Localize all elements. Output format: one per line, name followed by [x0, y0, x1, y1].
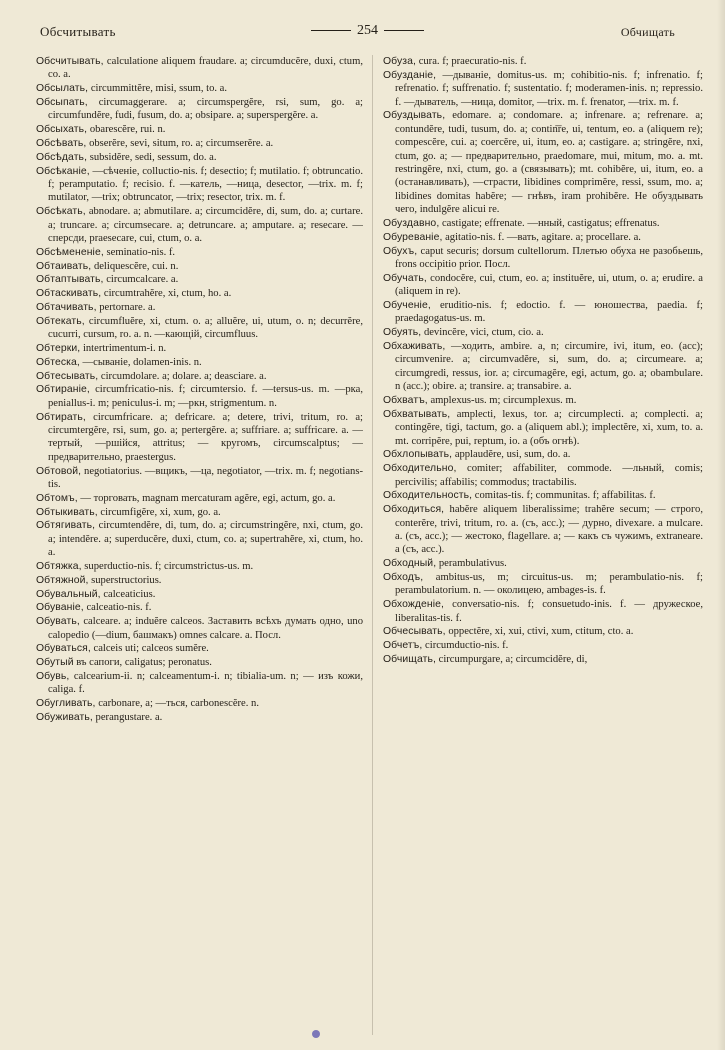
entry-headword: Обученіе, [383, 300, 431, 312]
dictionary-entry [36, 506, 363, 519]
entry-definition: circumfigĕre, xi, xum, go. a. [100, 506, 221, 518]
dictionary-entry [36, 356, 363, 369]
entry-definition: amplexus-us. m; circumplexus. m. [430, 395, 577, 407]
entry-definition: caput securis; dorsum cultellorum. Плетью обуха не разобьешь, frons occipitio prior. Посл. [395, 245, 703, 271]
page-edge-shadow [717, 0, 725, 1050]
entry-definition: conversatio-nis. f; consuetudo-inis. f. — дружеское, liberalitas-tis. f. [395, 599, 703, 624]
dictionary-entry [383, 639, 703, 652]
dictionary-entry [36, 370, 363, 383]
entry-definition: circumfricatio-nis. f; circumtersio. f. —tersus-us. m. —рка, peniallus-i. m; peniculus-i. m; —ркн, strigmentum. n. [48, 384, 363, 409]
entry-definition: carbonare, a; —ться, carbonescĕre. n. [98, 698, 259, 710]
entry-definition: castigate; effrenate. —нный, castigatus; effrenatus. [441, 218, 660, 230]
entry-definition: applaudĕre, usi, sum, do. a. [454, 449, 571, 461]
entry-headword: Обуздывать, [383, 110, 446, 122]
entry-definition: negotiatorius. —вщикъ, —ца, negotiator, —trix. m. f; negotians-tis. [48, 465, 363, 491]
entry-headword: Обузданіе, [383, 69, 437, 81]
entry-definition: perangustare. a. [95, 712, 163, 723]
entry-headword: Обуздавно, [383, 218, 440, 230]
entry-headword: Обуживать, [36, 712, 93, 723]
dictionary-entry [36, 301, 363, 314]
entry-headword: Обсѣмененіе, [36, 246, 104, 258]
dictionary-entry [36, 411, 363, 465]
header-left-word: Обсчитывать [40, 24, 116, 39]
entry-headword: Обтекать, [36, 315, 85, 327]
entry-definition: superstructorius. [91, 574, 162, 586]
entry-headword: Обсыпать, [36, 97, 88, 108]
entry-headword: Обуять, [383, 327, 422, 339]
dictionary-entry [36, 96, 363, 123]
entry-headword: Обчетъ, [383, 640, 423, 652]
entry-definition: circumcalcare. a. [106, 274, 179, 286]
dictionary-entry [36, 287, 363, 300]
entry-definition: subsidĕre, sedi, sessum, do. a. [89, 151, 217, 163]
entry-headword: Обуза, [383, 56, 417, 67]
left-column [36, 55, 363, 1045]
dictionary-entry [36, 656, 363, 669]
entry-definition: circumfricare. a; defricare. a; detere, trivi, tritum, ro. a; circumtergĕre, rsi, sum, go. a; pertergĕre. a; suffriare. a; suffricare. a. —тертый, —ршійся, attritus; — кругомъ, circumscalptus; — предварительно, praestergus. [48, 411, 363, 463]
entry-definition: —ходить, ambire. a, n; circumire, ivi, itum, eo. (acc); circumvenire. a; circumvadĕre, si, sum, do. a; circumeare. a; circumgredi, ressus, ior. a; circumagĕre, egi, actum, go. a; obambulare. n (acc.); obire. a; transire. a; transabire. a. [395, 341, 703, 393]
dictionary-entry [383, 571, 703, 598]
entry-definition: calceare. a; induĕre calceos. Заставить всѣхъ думать одно, uno calopedio (—dium, башмакъ) omnes calcare. a. Посл. [48, 616, 363, 641]
dictionary-entry [383, 408, 703, 448]
dictionary-entry [36, 670, 363, 697]
entry-headword: Обувать, [36, 616, 80, 628]
entry-definition: deliquescĕre, cui. n. [93, 260, 179, 272]
dictionary-entry [36, 82, 363, 95]
entry-headword: Обхлопывать, [383, 449, 453, 461]
entry-definition: obarescĕre, rui. n. [89, 124, 166, 136]
entry-headword: Обухъ, [383, 245, 418, 257]
entry-definition: circumductio-nis. f. [425, 640, 509, 652]
entry-definition: circumtrahĕre, xi, ctum, ho. a. [103, 288, 232, 300]
entry-headword: Обхожденіе, [383, 599, 445, 611]
entry-headword: Обтовой, [36, 465, 82, 477]
entry-headword: Обтираніе, [36, 384, 90, 396]
dictionary-entry [36, 588, 363, 601]
dictionary-entry [383, 109, 703, 216]
entry-headword: Обуваться, [36, 643, 91, 655]
entry-headword: Обтыкивать, [36, 506, 98, 518]
entry-headword: Обходительность, [383, 490, 473, 502]
entry-definition: intertrimentum-i. n. [82, 343, 167, 354]
entry-definition: circumaggerare. a; circumspergĕre, rsi, sum, go. a; circumfundĕre, fudi, fusum, do. a; obsipare. a; superspergĕre. a. [48, 97, 363, 122]
dictionary-entry [383, 653, 703, 666]
dictionary-entry [383, 625, 703, 638]
dictionary-entry [36, 260, 363, 273]
entry-definition: habĕre aliquem liberalissime; trahĕre secum; — строго, conterĕre, trivi, tritum, ro. a. (съ, асс.); — дурно, divexare. a mulcare. a. (съ, асс.); — жестоко, flagellare. a; — какъ съ чужимъ, extraneare. a (съ, асс.). [395, 504, 703, 556]
entry-definition: calculatione aliquem fraudare. a; circumducĕre, duxi, ctum, co. a. [48, 56, 363, 81]
entry-definition: pertornare. a. [99, 302, 156, 313]
entry-headword: Обтаскивать, [36, 288, 102, 300]
entry-definition: eruditio-nis. f; edoctio. f. — юношества, paedia. f; praedagogatus-us. m. [395, 300, 703, 325]
entry-definition: calceis uti; calceos sumĕre. [93, 643, 209, 655]
dictionary-entry [36, 711, 363, 724]
entry-definition: circumpurgare, a; circumcidĕre, di, [438, 654, 588, 666]
entry-headword: Обчищать, [383, 654, 436, 666]
dictionary-entry [383, 489, 703, 502]
entry-headword: Обутый [36, 657, 74, 669]
entry-headword: Обтяжка, [36, 561, 82, 573]
dictionary-entry [36, 55, 363, 82]
dictionary-entry [36, 560, 363, 573]
dictionary-entry [36, 246, 363, 259]
dictionary-entry [36, 574, 363, 587]
entry-definition: circumdolare. a; dolare. a; deasciare. a. [100, 370, 267, 382]
entry-headword: Обходительно, [383, 463, 457, 475]
dictionary-entry [383, 462, 703, 489]
entry-definition: —сѣченіе, colluctio-nis. f; desectio; f; mutilatio. f; obtruncatio. f; peramputatio. f; recisio. f. —катель, —ница, desector, —trix. m. f; mutilator, —trix; obtruncator, —trix; resector, trix. m. f. [48, 165, 363, 204]
entry-definition: edomare. a; condomare. a; infrenare. a; refrenare. a; contundĕre, tudi, tusum, do. a; contin͞re, ui, tentum, eo. a (aliquem re); compescĕre, cui. a; coercĕre, ui, itum, eo. a; castigare. a; stringĕre, nxi, ctum, go. a; — предварительно, praedomare, mui, mitum, mo. a. mt. restringĕre, nxi, ctum, go. a (связывать); mt. cohibĕre, ui, itum, eo. a (останавливать), —страсти, libidines comprimĕre, ressi, ssum, mo. a; libidines domitas habĕre; — гнѣвъ, iram prohibĕre. Не обуздывать чего, indulgĕre alicui re. [395, 110, 703, 216]
ink-dot [312, 1030, 320, 1038]
entry-headword: Обугливать, [36, 698, 96, 710]
entry-definition: calceaticius. [103, 588, 156, 600]
dictionary-entry [383, 598, 703, 625]
entry-headword: Обтяжной, [36, 574, 89, 586]
dictionary-entry [383, 448, 703, 461]
entry-definition: superductio-nis. f; circumstrictus-us. m. [84, 561, 254, 573]
dictionary-entry [383, 503, 703, 557]
column-divider [372, 55, 373, 1035]
dictionary-entry [383, 394, 703, 407]
dictionary-entry [36, 273, 363, 286]
dictionary-entry [36, 465, 363, 492]
entry-headword: Обсѣкать, [36, 206, 86, 218]
entry-definition: agitatio-nis. f. —вать, agitare. a; procellare. a. [445, 231, 641, 243]
dictionary-entry [36, 492, 363, 505]
entry-headword: Обходъ, [383, 572, 424, 584]
dictionary-entry [36, 151, 363, 164]
dictionary-entry [36, 642, 363, 655]
entry-definition: — торговать, magnam mercaturam agĕre, egi, actum, go. a. [80, 492, 336, 504]
entry-definition: oppectĕre, xi, xui, ctivi, xum, ctitum, cto. a. [448, 626, 634, 638]
entry-headword: Обсѣканіе, [36, 165, 90, 177]
entry-headword: Обувь, [36, 671, 70, 682]
entry-definition: ambitus-us, m; circuitus-us. m; perambulatio-nis. f; perambulatorium. n. — околицею, ambages-is. f. [395, 572, 703, 597]
running-header [40, 24, 695, 44]
entry-definition: seminatio-nis. f. [106, 246, 176, 258]
entry-definition: devincĕre, vici, ctum, cio. a. [423, 327, 544, 339]
right-column [383, 55, 703, 1045]
dictionary-entry [36, 601, 363, 614]
entry-definition: comiter; affabiliter, commode. —льный, comis; percivilis; affabilis; commodus; tractabilis. [395, 463, 703, 488]
dictionary-entry [383, 299, 703, 326]
dictionary-entry [36, 205, 363, 245]
entry-headword: Обуваніе, [36, 602, 84, 614]
entry-headword: Обтеска, [36, 356, 80, 368]
dictionary-entry [36, 137, 363, 150]
entry-headword: Обходный, [383, 558, 437, 570]
entry-definition: въ сапоги, caligatus; peronatus. [76, 657, 212, 669]
dictionary-entry [36, 383, 363, 410]
entry-definition: —сыванie, dolamen-inis. n. [82, 356, 202, 368]
dictionary-entry [36, 697, 363, 710]
dictionary-entry [36, 165, 363, 205]
entry-headword: Обхаживать, [383, 341, 446, 353]
dictionary-entry [383, 245, 703, 272]
entry-headword: Обчесывать, [383, 626, 446, 638]
entry-headword: Обуреваніе, [383, 231, 443, 243]
entry-definition: abnodare. a; abmutilare. a; circumcidĕre, di, sum, do. a; curtare. a; truncare. a; circumsecare. a; detruncare. a; amputare. a; resecare. — сперсди, praesecare, cui, ctum, o. a. [48, 206, 363, 245]
entry-headword: Обучать, [383, 272, 427, 284]
entry-definition: condocĕre, cui, ctum, eo. a; instituĕre, ui, utum, o. a; erudire. a (aliquem in re). [395, 272, 703, 298]
dictionary-entry [36, 519, 363, 559]
entry-headword: Обхватъ, [383, 395, 428, 407]
dictionary-entry [36, 342, 363, 355]
dictionary-entry [383, 55, 703, 68]
entry-definition: perambulativus. [438, 558, 507, 570]
dictionary-entry [383, 340, 703, 394]
page-number: 254 [40, 23, 695, 39]
entry-definition: amplecti, lexus, tor. a; circumplecti. a; complecti. a; contingĕre, tigi, tactum, go. a (aliquem abl.); implectĕre, xi, xum, to. a. mt. corripĕre, pui, reptum, io. a (объ огнѣ). [395, 408, 703, 447]
header-right-word: Обчищать [620, 25, 675, 39]
entry-headword: Обтерки, [36, 343, 81, 354]
entry-headword: Обтирать, [36, 411, 86, 423]
entry-headword: Обтачивать, [36, 302, 97, 313]
entry-headword: Обхватывать, [383, 408, 451, 420]
entry-headword: Обтягивать, [36, 520, 96, 532]
dictionary-entry [36, 123, 363, 136]
dictionary-entry [383, 557, 703, 570]
entry-definition: —дываніе, domitus-us. m; cohibitio-nis. f; infrenatio. f; refrenatio. f; suffrenatio. f; sustentatio. f; moderamen-inis. n; repressio. f. —дыватель, —ница, domitor, —trix. m. f. frenator, —trix. m. f. [395, 69, 703, 108]
entry-headword: Обувальный, [36, 588, 101, 600]
dictionary-entry [36, 615, 363, 642]
entry-headword: Обходиться, [383, 504, 445, 516]
dictionary-entry [383, 272, 703, 299]
entry-headword: Обсыхать, [36, 124, 88, 136]
entry-definition: calceatio-nis. f. [86, 602, 152, 614]
entry-definition: circumfluĕre, xi, ctum. o. a; alluĕre, ui, utum, o. n; decurrĕre, cucurri, cursum, ro. a. n. —кающій, circumfluus. [48, 315, 363, 341]
dictionary-entry [383, 69, 703, 109]
entry-definition: circumtendĕre, di, tum, do. a; circumstringĕre, nxi, ctum, go. a; intendĕre. a; superducĕre, duxi, ctum, co. a; supertrahĕre, xi, ctum, ho. a. [48, 520, 363, 559]
entry-headword: Обсылать, [36, 83, 89, 95]
entry-headword: Обсѣдать, [36, 151, 88, 163]
entry-definition: comitas-tis. f; communitas. f; affabilitas. f. [474, 490, 656, 502]
dictionary-entry [383, 326, 703, 339]
dictionary-entry [383, 217, 703, 230]
entry-definition: obserĕre, sevi, situm, ro. a; circumserĕre. a. [89, 138, 274, 149]
entry-headword: Обсчитывать, [36, 56, 104, 67]
entry-headword: Обтаивать, [36, 260, 92, 272]
entry-headword: Обтаптывать, [36, 274, 104, 286]
entry-headword: Обсѣвать, [36, 138, 87, 149]
entry-headword: Обтомъ, [36, 492, 78, 504]
dictionary-entry [36, 315, 363, 342]
entry-definition: cura. f; praecuratio-nis. f. [418, 56, 527, 67]
entry-definition: calcearium-ii. n; calceamentum-i. n; tibialia-um. n; — изъ кожи, caliga. f. [48, 671, 363, 696]
entry-definition: circummittĕre, misi, ssum, to. a. [90, 83, 228, 95]
dictionary-entry [383, 231, 703, 244]
entry-headword: Обтесывать, [36, 370, 99, 382]
